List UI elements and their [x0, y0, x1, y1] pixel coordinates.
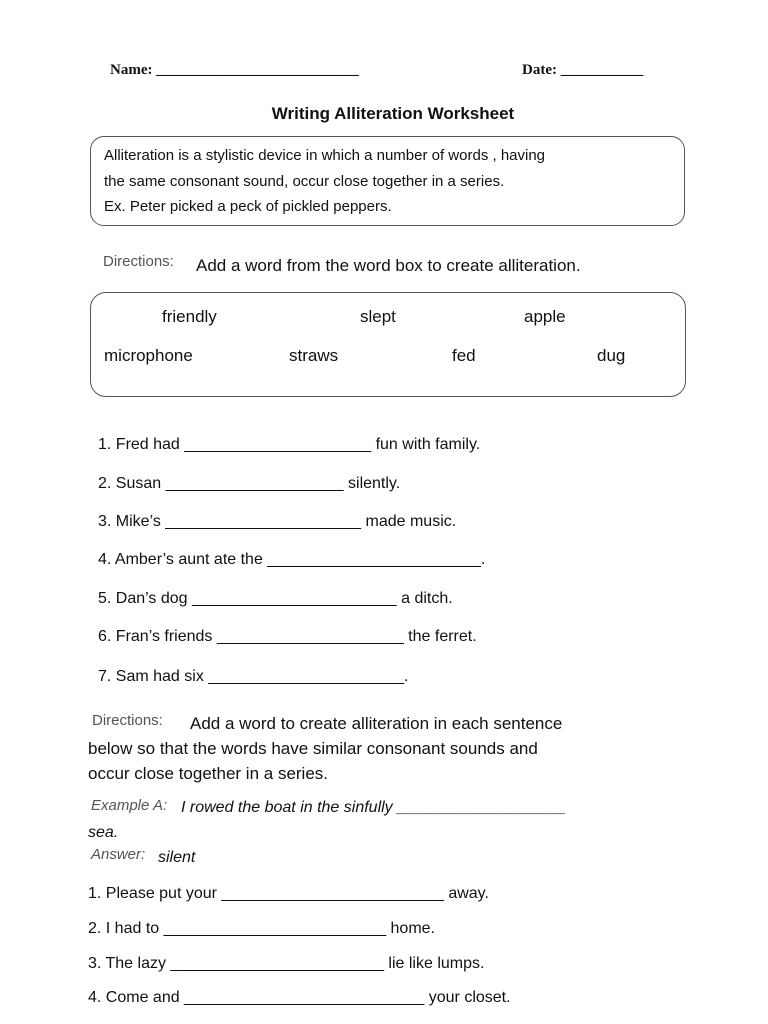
question-2: 2. Susan ____________________ silently. — [98, 475, 401, 492]
name-field-label: Name: ___________________________ — [110, 62, 359, 78]
directions-label-1: Directions: — [103, 253, 174, 270]
worksheet-title: Writing Alliteration Worksheet — [271, 104, 515, 123]
word-box-item: slept — [360, 307, 396, 326]
question-2-3: 3. The lazy ________________________ lie like lumps. — [88, 955, 485, 972]
directions-label-2: Directions: — [92, 712, 163, 729]
question-6: 6. Fran’s friends _____________________ the ferret. — [98, 628, 477, 645]
word-box-item: friendly — [162, 307, 217, 326]
directions-text-1: Add a word from the word box to create alliteration. — [196, 256, 581, 275]
directions-text-2-line-3: occur close together in a series. — [88, 764, 329, 783]
answer-label: Answer: — [91, 846, 146, 863]
word-box-item: dug — [597, 346, 626, 365]
directions-text-2-line-2: below so that the words have similar consonant sounds and — [88, 739, 538, 758]
question-3: 3. Mike’s ______________________ made music. — [98, 513, 457, 530]
directions-text-2-line-1: Add a word to create alliteration in each sentence — [190, 714, 563, 733]
question-5: 5. Dan’s dog _______________________ a ditch. — [98, 590, 453, 607]
word-box-item: fed — [452, 346, 476, 365]
example-sentence: I rowed the boat in the sinfully ___________________ — [181, 799, 567, 816]
example-label: Example A: — [91, 797, 168, 814]
question-2-4: 4. Come and ___________________________ your closet. — [88, 989, 511, 1006]
word-box-item: microphone — [104, 346, 193, 365]
question-2-1: 1. Please put your _________________________ away. — [88, 885, 489, 902]
question-4: 4. Amber’s aunt ate the ________________________. — [98, 551, 486, 568]
definition-line-1: Alliteration is a stylistic device in which a number of words , having — [104, 147, 546, 164]
word-box-item: apple — [524, 307, 566, 326]
example-sentence-end: sea. — [88, 824, 119, 841]
answer-value: silent — [158, 849, 196, 866]
date-field-label: Date: ___________ — [522, 62, 644, 78]
word-box-item: straws — [289, 346, 339, 365]
question-2-2: 2. I had to _________________________ home. — [88, 920, 435, 937]
question-1: 1. Fred had _____________________ fun with family. — [98, 436, 481, 453]
question-7: 7. Sam had six ______________________. — [98, 668, 409, 685]
definition-line-2: the same consonant sound, occur close together in a series. — [104, 173, 505, 190]
definition-example: Ex. Peter picked a peck of pickled peppers. — [104, 198, 392, 215]
